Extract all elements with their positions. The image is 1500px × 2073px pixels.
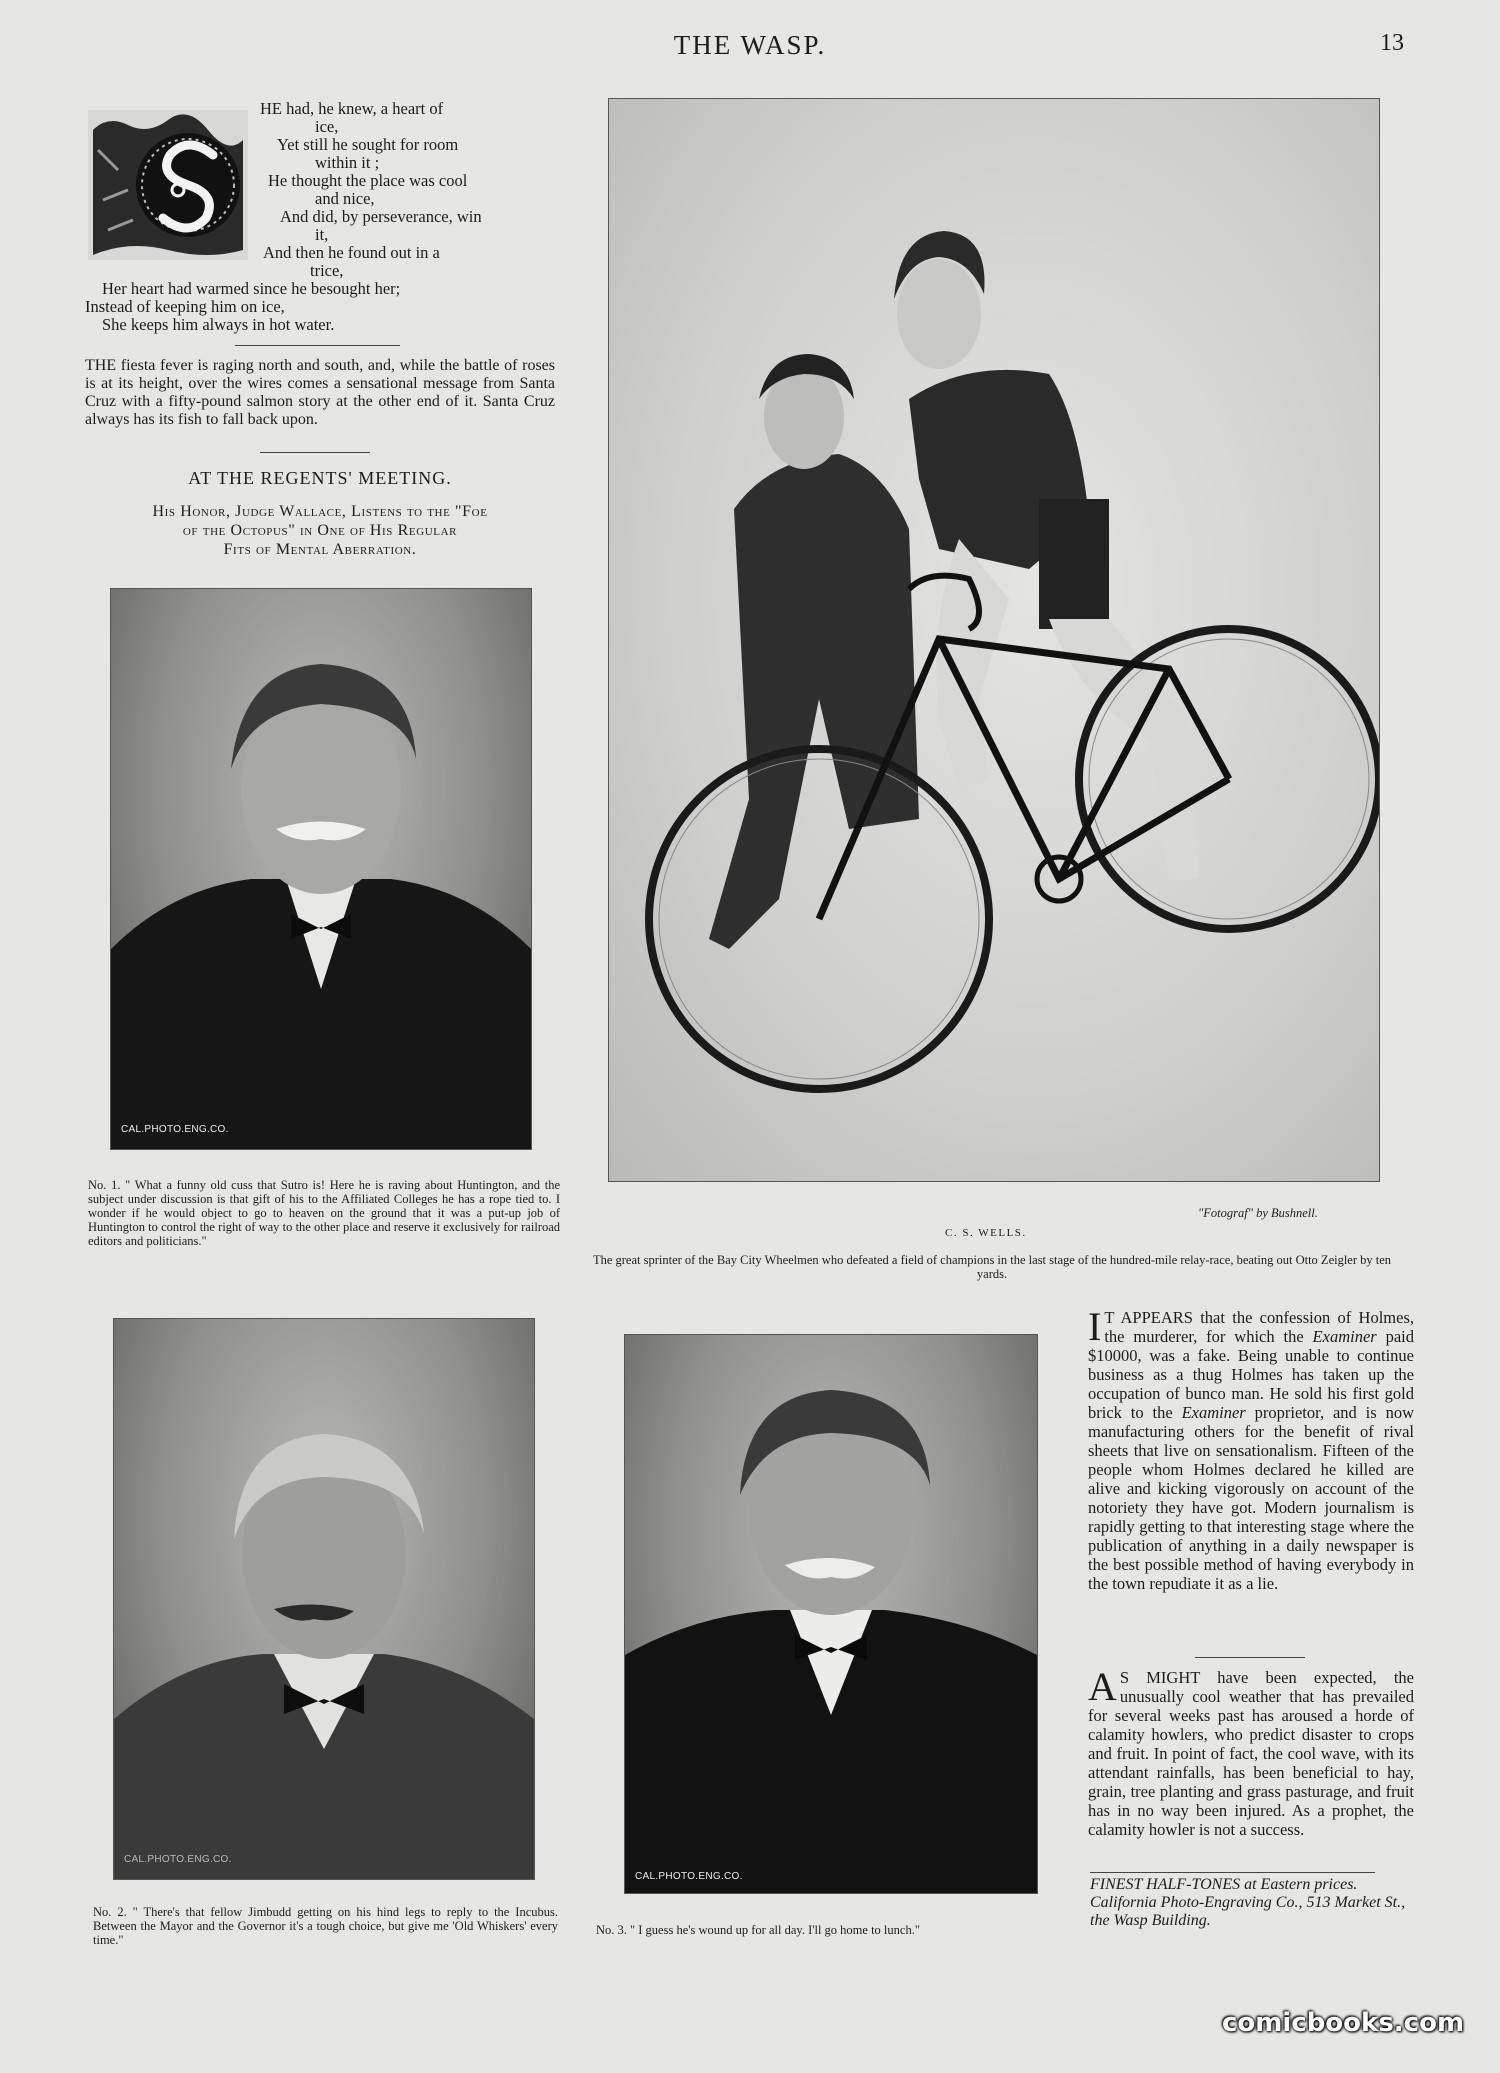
caption-no2: No. 2. " There's that fellow Jimbudd getting on his hind legs to reply to the Incubus. Between the Mayor and the Governor it's a tough choice, but give me 'Old Whiskers' every time." — [93, 1905, 558, 1947]
cyclist-caption: The great sprinter of the Bay City Wheelmen who defeated a field of champions in the last stage of the hundred-mile relay-race, beating out Otto Zeigler by ten yards. — [592, 1253, 1392, 1281]
engraver-mark: CAL.PHOTO.ENG.CO. — [124, 1854, 232, 1865]
weather-article — [1088, 1664, 1414, 1839]
engraver-mark: CAL.PHOTO.ENG.CO. — [121, 1124, 229, 1135]
site-watermark: comicbooks.com — [1222, 2008, 1465, 2038]
fiesta-paragraph: THE fiesta fever is raging north and south, and, while the battle of roses is at its height, over the wires comes a sensational message from Santa Cruz with a fifty-pound salmon story at the other end of it. Santa Cruz always has its fish to fall back upon. — [85, 357, 555, 428]
regents-subheading-line: His Honor, Judge Wallace, Listens to the "Foe — [152, 503, 488, 520]
divider — [260, 452, 370, 453]
page-number: 13 — [1380, 30, 1404, 56]
holmes-article-text: T APPEARS that the confession of Holmes, the murderer, for which the Examiner paid $10000, was a fake. Being unable to continue business as a thug Holmes has taken up the occupation of bunco man. He sold his first gold brick to the Examiner proprietor, and is now manufacturing others for the benefit of rival sheets that live on sensationalism. Fifteen of the people whom Holmes declared he killed are alive and kicking vigorously on account of the notoriety they have got. Modern journalism is rapidly getting to that interesting stage where the publication of anything in a daily newspaper is the best possible method of having everybody in the town repudiate it as a lie. — [1088, 1308, 1414, 1593]
poem-line: ice, — [315, 117, 339, 136]
cyclist-photo — [608, 98, 1380, 1182]
portrait-photo-3 — [624, 1334, 1038, 1894]
masthead-title: THE WASP. — [673, 30, 827, 60]
poem-line: HE had, he knew, a heart of — [260, 99, 444, 118]
divider — [1195, 1657, 1305, 1658]
portrait-photo-2 — [113, 1318, 535, 1880]
regents-subheading-line: of the Octopus" in One of His Regular — [182, 522, 458, 539]
poem-line: She keeps him always in hot water. — [102, 315, 335, 334]
poem-line: And then he found out in a — [263, 243, 440, 262]
poem-line: Yet still he sought for room — [277, 135, 459, 154]
poem-line: trice, — [310, 261, 344, 280]
poem-line: it, — [315, 225, 329, 244]
divider — [1090, 1872, 1375, 1873]
caption-no1: No. 1. " What a funny old cuss that Sutro is! Here he is raving about Huntington, and the subject under discussion is that gift of his to the Affiliated Colleges he has a rope tied to. I wonder if he would object to go to heaven on the ground that it was a put-up job of Huntington to control the right of way to the other place and reserve it exclusively for railroad editors and politicians." — [88, 1178, 560, 1248]
engraving-ad: FINEST HALF-TONES at Eastern prices. California Photo-Engraving Co., 513 Market St., the Wasp Building. — [1090, 1876, 1406, 1929]
cyclist-name: C. S. WELLS. — [945, 1227, 1027, 1239]
weather-article-text: S MIGHT have been expected, the unusually cool weather that has prevailed for several weeks past has aroused a horde of calamity howlers, who predict disaster to crops and fruit. In point of fact, the cool wave, with its attendant rainfalls, has been beneficial to hay, grain, tree planting and grass pasturage, and fruit has in no way been injured. As a prophet, the calamity howler is not a success. — [1088, 1668, 1414, 1839]
dropcap-i: I — [1088, 1304, 1102, 1349]
poem-line: He thought the place was cool — [268, 171, 468, 190]
regents-subheading — [85, 502, 555, 559]
caption-no3: No. 3. " I guess he's wound up for all day. I'll go home to lunch." — [596, 1923, 920, 1937]
poem-line: And did, by perseverance, win — [280, 207, 482, 226]
poem-line: and nice, — [315, 189, 375, 208]
poem-line: Her heart had warmed since he besought her; — [102, 279, 401, 298]
portrait-photo-1 — [110, 588, 532, 1150]
holmes-article — [1088, 1304, 1414, 1593]
engraver-mark: CAL.PHOTO.ENG.CO. — [635, 1871, 743, 1882]
regents-subheading-line: Fits of Mental Aberration. — [223, 541, 417, 558]
photo-credit: "Fotograf" by Bushnell. — [1198, 1206, 1318, 1220]
poem-line: Instead of keeping him on ice, — [85, 297, 285, 316]
decorative-dropcap-s — [88, 110, 248, 260]
poem-line: within it ; — [315, 153, 380, 172]
dropcap-a: A — [1088, 1664, 1117, 1709]
regents-heading: AT THE REGENTS' MEETING. — [188, 468, 452, 488]
divider — [235, 345, 400, 346]
